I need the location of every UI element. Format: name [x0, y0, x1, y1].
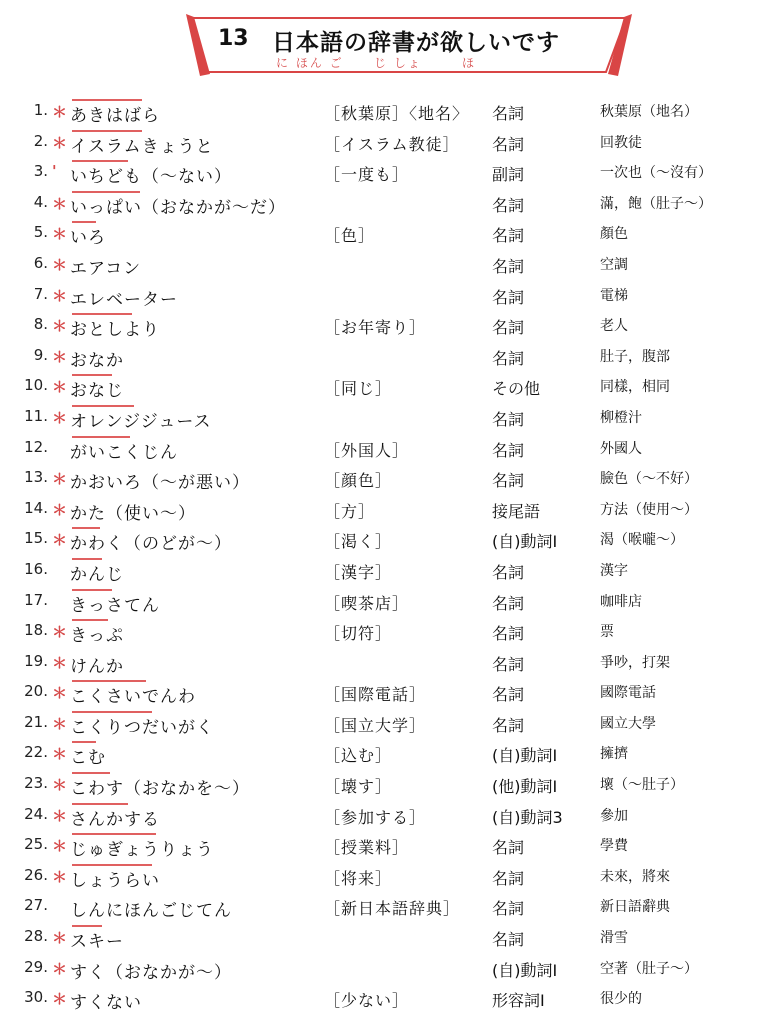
vocab-meaning: 壞（～肚子） — [600, 777, 684, 794]
vocab-part-of-speech: 名詞 — [492, 838, 525, 858]
accent-underline — [72, 589, 112, 591]
vocab-meaning: 票 — [600, 624, 614, 641]
vocab-row — [0, 770, 768, 801]
vocab-star-mark: ＊ — [52, 347, 68, 366]
vocab-number: 20. — [24, 682, 48, 701]
vocab-kanji: ［顔色］ — [324, 471, 393, 491]
vocab-kanji: ［イスラム教徒］ — [324, 134, 460, 154]
vocab-word: いろ — [70, 228, 106, 249]
vocab-meaning: 擁擠 — [600, 746, 628, 763]
vocab-meaning: 秋葉原（地名） — [600, 104, 698, 120]
vocab-number: 13. — [24, 468, 48, 487]
accent-underline — [72, 864, 152, 866]
vocab-word: かおいろ（～が悪い） — [70, 473, 250, 494]
vocab-star-mark: ＊ — [52, 500, 68, 519]
vocab-word: スキー — [70, 932, 124, 953]
vocab-word: じゅぎょうりょう — [70, 840, 214, 861]
vocab-row — [0, 495, 768, 526]
vocab-kanji: ［漢字］ — [324, 562, 393, 582]
vocab-number: 26. — [24, 865, 48, 884]
vocab-kanji: ［一度も］ — [324, 165, 410, 185]
vocab-part-of-speech: (自)動詞Ⅰ — [492, 746, 558, 766]
vocab-word: すく（おなかが～） — [70, 962, 232, 983]
vocab-star-mark: ＊ — [52, 378, 68, 397]
vocab-number: 14. — [24, 498, 48, 517]
vocab-meaning: 老人 — [600, 318, 628, 335]
vocab-row — [0, 464, 768, 495]
vocab-meaning: 外國人 — [600, 440, 642, 457]
vocab-row — [0, 648, 768, 679]
vocab-part-of-speech: 名詞 — [492, 440, 525, 460]
vocab-part-of-speech: 名詞 — [492, 409, 525, 429]
vocab-number: 28. — [24, 927, 48, 946]
vocab-meaning: 一次也（～沒有） — [600, 165, 712, 182]
vocab-meaning: 肚子，腹部 — [600, 348, 670, 365]
vocab-star-mark: ＊ — [52, 317, 68, 336]
vocab-word: オレンジジュース — [70, 411, 212, 432]
vocab-meaning: 空著（肚子～） — [600, 960, 698, 977]
accent-underline — [72, 313, 132, 315]
vocab-number: 9. — [33, 345, 48, 364]
vocab-number: 12. — [24, 437, 48, 456]
accent-underline — [72, 160, 128, 162]
vocab-word: こくさいでんわ — [70, 687, 196, 708]
vocab-star-mark: ＊ — [52, 194, 68, 213]
vocab-word: こむ — [70, 748, 106, 769]
vocab-meaning: 未來，將來 — [600, 868, 670, 885]
vocab-number: 4. — [33, 192, 48, 211]
vocab-part-of-speech: 名詞 — [492, 715, 525, 735]
vocab-row — [0, 434, 768, 465]
vocab-kanji: ［渇く］ — [324, 532, 393, 552]
accent-underline — [72, 711, 152, 713]
vocab-row — [0, 219, 768, 250]
vocab-row — [0, 831, 768, 862]
vocab-kanji: ［将来］ — [324, 868, 393, 888]
vocab-number: 1. — [33, 101, 48, 119]
vocab-star-mark: ＊ — [52, 408, 68, 427]
vocab-word: さんかする — [70, 809, 160, 830]
vocab-word: けんか — [70, 656, 124, 677]
vocab-row — [0, 954, 768, 985]
vocab-star-mark: ＊ — [52, 225, 68, 244]
vocab-kanji: ［切符］ — [324, 624, 393, 644]
vocab-star-mark: ＊ — [52, 745, 68, 764]
vocab-star-mark: ＊ — [52, 470, 68, 489]
vocab-kanji: ［同じ］ — [324, 379, 393, 399]
vocab-meaning: 咖啡店 — [600, 593, 642, 610]
vocab-kanji: ［外国人］ — [324, 440, 410, 460]
vocab-part-of-speech: 名詞 — [492, 256, 525, 276]
vocab-row — [0, 709, 768, 740]
vocab-word: エアコン — [70, 258, 142, 279]
accent-underline — [72, 741, 96, 743]
accent-underline — [72, 619, 108, 621]
vocab-word: かんじ — [70, 564, 124, 585]
vocab-part-of-speech: 形容詞Ⅰ — [492, 991, 545, 1011]
accent-underline — [72, 680, 146, 682]
title-furigana: ほ — [462, 56, 477, 70]
vocab-number: 10. — [24, 376, 48, 395]
vocab-word: おとしより — [70, 320, 160, 341]
vocab-part-of-speech: (自)動詞3 — [492, 807, 563, 827]
vocab-part-of-speech: 名詞 — [492, 104, 525, 123]
vocab-row — [0, 281, 768, 312]
vocab-word: こわす（おなかを～） — [70, 779, 250, 800]
vocab-number: 17. — [24, 590, 48, 609]
vocab-number: 30. — [24, 988, 48, 1007]
vocab-part-of-speech: 名詞 — [492, 134, 525, 154]
vocab-star-mark: ＊ — [52, 653, 68, 672]
vocab-part-of-speech: 名詞 — [492, 899, 525, 919]
vocab-part-of-speech: 副詞 — [492, 165, 525, 185]
vocab-number: 6. — [33, 253, 48, 272]
vocab-number: 29. — [24, 957, 48, 976]
vocab-kanji: ［少ない］ — [324, 991, 410, 1011]
vocab-number: 15. — [24, 529, 48, 548]
vocab-row — [0, 250, 768, 281]
vocab-star-mark: ' — [52, 162, 57, 181]
vocab-number: 22. — [24, 743, 48, 762]
vocab-part-of-speech: 名詞 — [492, 471, 525, 491]
vocab-word: きっぷ — [70, 626, 124, 647]
vocab-word: きっさてん — [70, 595, 160, 616]
vocab-number: 19. — [24, 651, 48, 670]
vocab-word: イスラムきょうと — [70, 136, 214, 157]
vocab-meaning: 渴（喉嚨～） — [600, 532, 684, 549]
vocab-row — [0, 862, 768, 893]
vocab-number: 25. — [24, 835, 48, 854]
vocab-number: 24. — [24, 804, 48, 823]
vocab-meaning: 滑雪 — [600, 930, 628, 947]
vocab-star-mark: ＊ — [52, 990, 68, 1009]
vocab-star-mark: ＊ — [52, 776, 68, 795]
title-furigana: に ほん ご — [276, 56, 344, 70]
vocab-part-of-speech: 名詞 — [492, 654, 525, 674]
vocab-part-of-speech: 名詞 — [492, 930, 525, 950]
accent-underline — [72, 925, 102, 927]
vocab-number: 18. — [24, 621, 48, 640]
vocab-number: 16. — [24, 559, 48, 578]
title-furigana: じ しょ — [374, 56, 422, 70]
accent-underline — [72, 99, 142, 101]
vocab-part-of-speech: 接尾語 — [492, 501, 541, 521]
vocab-part-of-speech: 名詞 — [492, 195, 525, 215]
vocab-star-mark: ＊ — [52, 255, 68, 274]
vocab-meaning: 很少的 — [600, 991, 642, 1008]
vocab-kanji: ［色］ — [324, 226, 376, 246]
accent-underline — [72, 833, 156, 835]
vocab-meaning: 新日語辭典 — [600, 899, 670, 916]
accent-underline — [72, 803, 128, 805]
vocab-part-of-speech: 名詞 — [492, 685, 525, 705]
vocab-row — [0, 739, 768, 770]
vocab-row — [0, 158, 768, 189]
vocab-row — [0, 372, 768, 403]
vocab-part-of-speech: 名詞 — [492, 593, 525, 613]
vocab-meaning: 空調 — [600, 256, 628, 273]
vocab-star-mark: ＊ — [52, 806, 68, 825]
vocab-meaning: 方法（使用～） — [600, 501, 698, 518]
vocabulary-list — [0, 97, 768, 1015]
vocab-number: 11. — [24, 406, 48, 425]
vocab-star-mark: ＊ — [52, 714, 68, 733]
accent-underline — [72, 191, 140, 193]
vocab-word: すくない — [70, 993, 142, 1014]
vocab-row — [0, 556, 768, 587]
accent-underline — [72, 436, 130, 438]
vocab-row — [0, 984, 768, 1015]
vocab-kanji: ［新日本語辞典］ — [324, 899, 461, 919]
vocab-star-mark: ＊ — [52, 867, 68, 886]
vocab-star-mark: ＊ — [52, 623, 68, 642]
vocab-star-mark: ＊ — [52, 929, 68, 948]
vocab-meaning: 學費 — [600, 838, 628, 855]
vocab-kanji: ［喫茶店］ — [324, 593, 410, 613]
vocab-number: 3. — [33, 162, 48, 181]
vocab-meaning: 國際電話 — [600, 685, 656, 702]
vocab-row — [0, 128, 768, 159]
vocab-part-of-speech: 名詞 — [492, 348, 525, 368]
vocab-meaning: 滿，飽（肚子～） — [600, 195, 712, 212]
vocab-part-of-speech: (自)動詞Ⅰ — [492, 532, 558, 552]
vocab-kanji: ［方］ — [324, 501, 376, 521]
vocab-row — [0, 342, 768, 373]
vocab-number: 27. — [24, 896, 48, 915]
vocab-star-mark: ＊ — [52, 684, 68, 703]
vocab-star-mark: ＊ — [52, 959, 68, 978]
vocab-part-of-speech: 名詞 — [492, 624, 525, 644]
accent-underline — [72, 558, 102, 560]
vocab-kanji: ［授業料］ — [324, 838, 410, 858]
vocab-meaning: 顏色 — [600, 226, 628, 243]
vocab-row — [0, 587, 768, 618]
vocab-meaning: 參加 — [600, 807, 628, 824]
lesson-title: 日本語の辞書が欲しいです — [272, 30, 560, 56]
vocab-row — [0, 403, 768, 434]
vocab-row — [0, 189, 768, 220]
vocab-meaning: 柳橙汁 — [600, 409, 642, 426]
vocab-kanji: ［国立大学］ — [324, 715, 427, 735]
vocab-star-mark: ＊ — [52, 531, 68, 550]
vocab-part-of-speech: 名詞 — [492, 226, 525, 246]
lesson-title-banner — [186, 14, 632, 76]
vocab-kanji: ［壊す］ — [324, 777, 393, 797]
vocab-row — [0, 617, 768, 648]
vocab-row — [0, 892, 768, 923]
accent-underline — [72, 221, 96, 223]
vocab-row — [0, 525, 768, 556]
vocab-part-of-speech: 名詞 — [492, 868, 525, 888]
vocab-star-mark: ＊ — [52, 133, 68, 152]
vocab-word: かわく（のどが～） — [70, 534, 232, 555]
vocab-number: 21. — [24, 712, 48, 731]
accent-underline — [72, 527, 100, 529]
vocab-meaning: 漢字 — [600, 562, 628, 579]
vocab-part-of-speech: 名詞 — [492, 287, 525, 307]
vocab-row — [0, 97, 768, 128]
vocab-meaning: 回教徒 — [600, 134, 642, 151]
vocab-word: おなじ — [70, 381, 124, 402]
vocab-word: あきはばら — [70, 106, 160, 126]
vocab-row — [0, 311, 768, 342]
vocab-number: 2. — [33, 131, 48, 150]
vocab-kanji: ［参加する］ — [324, 807, 427, 827]
accent-underline — [72, 772, 110, 774]
accent-underline — [72, 405, 134, 407]
vocab-word: おなか — [70, 350, 124, 371]
vocab-word: こくりつだいがく — [70, 717, 214, 738]
vocab-word: エレベーター — [70, 289, 178, 310]
vocab-number: 23. — [24, 774, 48, 793]
vocab-meaning: 電梯 — [600, 287, 628, 304]
vocab-word: がいこくじん — [70, 442, 178, 463]
accent-underline — [72, 130, 142, 132]
vocab-part-of-speech: 名詞 — [492, 562, 525, 582]
vocab-row — [0, 678, 768, 709]
vocab-part-of-speech: その他 — [492, 379, 541, 399]
vocab-kanji: ［お年寄り］ — [324, 318, 427, 338]
lesson-number: 13 — [218, 26, 249, 51]
vocab-star-mark: ＊ — [52, 286, 68, 305]
vocab-star-mark: ＊ — [52, 837, 68, 856]
vocab-number: 5. — [33, 223, 48, 242]
vocab-number: 8. — [33, 315, 48, 334]
vocab-kanji: ［込む］ — [324, 746, 393, 766]
vocab-meaning: 國立大學 — [600, 715, 656, 732]
vocab-word: いちども（～ない） — [70, 167, 232, 188]
vocab-word: かた（使い～） — [70, 503, 196, 524]
vocab-word: いっぱい（おなかが～だ） — [70, 197, 286, 218]
vocab-kanji: ［秋葉原］〈地名〉 — [324, 104, 470, 123]
vocab-part-of-speech: 名詞 — [492, 318, 525, 338]
vocab-row — [0, 923, 768, 954]
vocab-word: しんにほんごじてん — [70, 901, 232, 922]
vocab-part-of-speech: (他)動詞Ⅰ — [492, 777, 558, 797]
vocab-meaning: 臉色（～不好） — [600, 471, 698, 488]
accent-underline — [72, 374, 112, 376]
vocab-number: 7. — [33, 284, 48, 303]
vocab-star-mark: ＊ — [52, 103, 68, 121]
vocab-part-of-speech: (自)動詞Ⅰ — [492, 960, 558, 980]
vocab-meaning: 同樣，相同 — [600, 379, 670, 396]
vocab-meaning: 爭吵，打架 — [600, 654, 670, 671]
vocab-kanji: ［国際電話］ — [324, 685, 427, 705]
vocab-word: しょうらい — [70, 870, 160, 891]
vocab-row — [0, 801, 768, 832]
